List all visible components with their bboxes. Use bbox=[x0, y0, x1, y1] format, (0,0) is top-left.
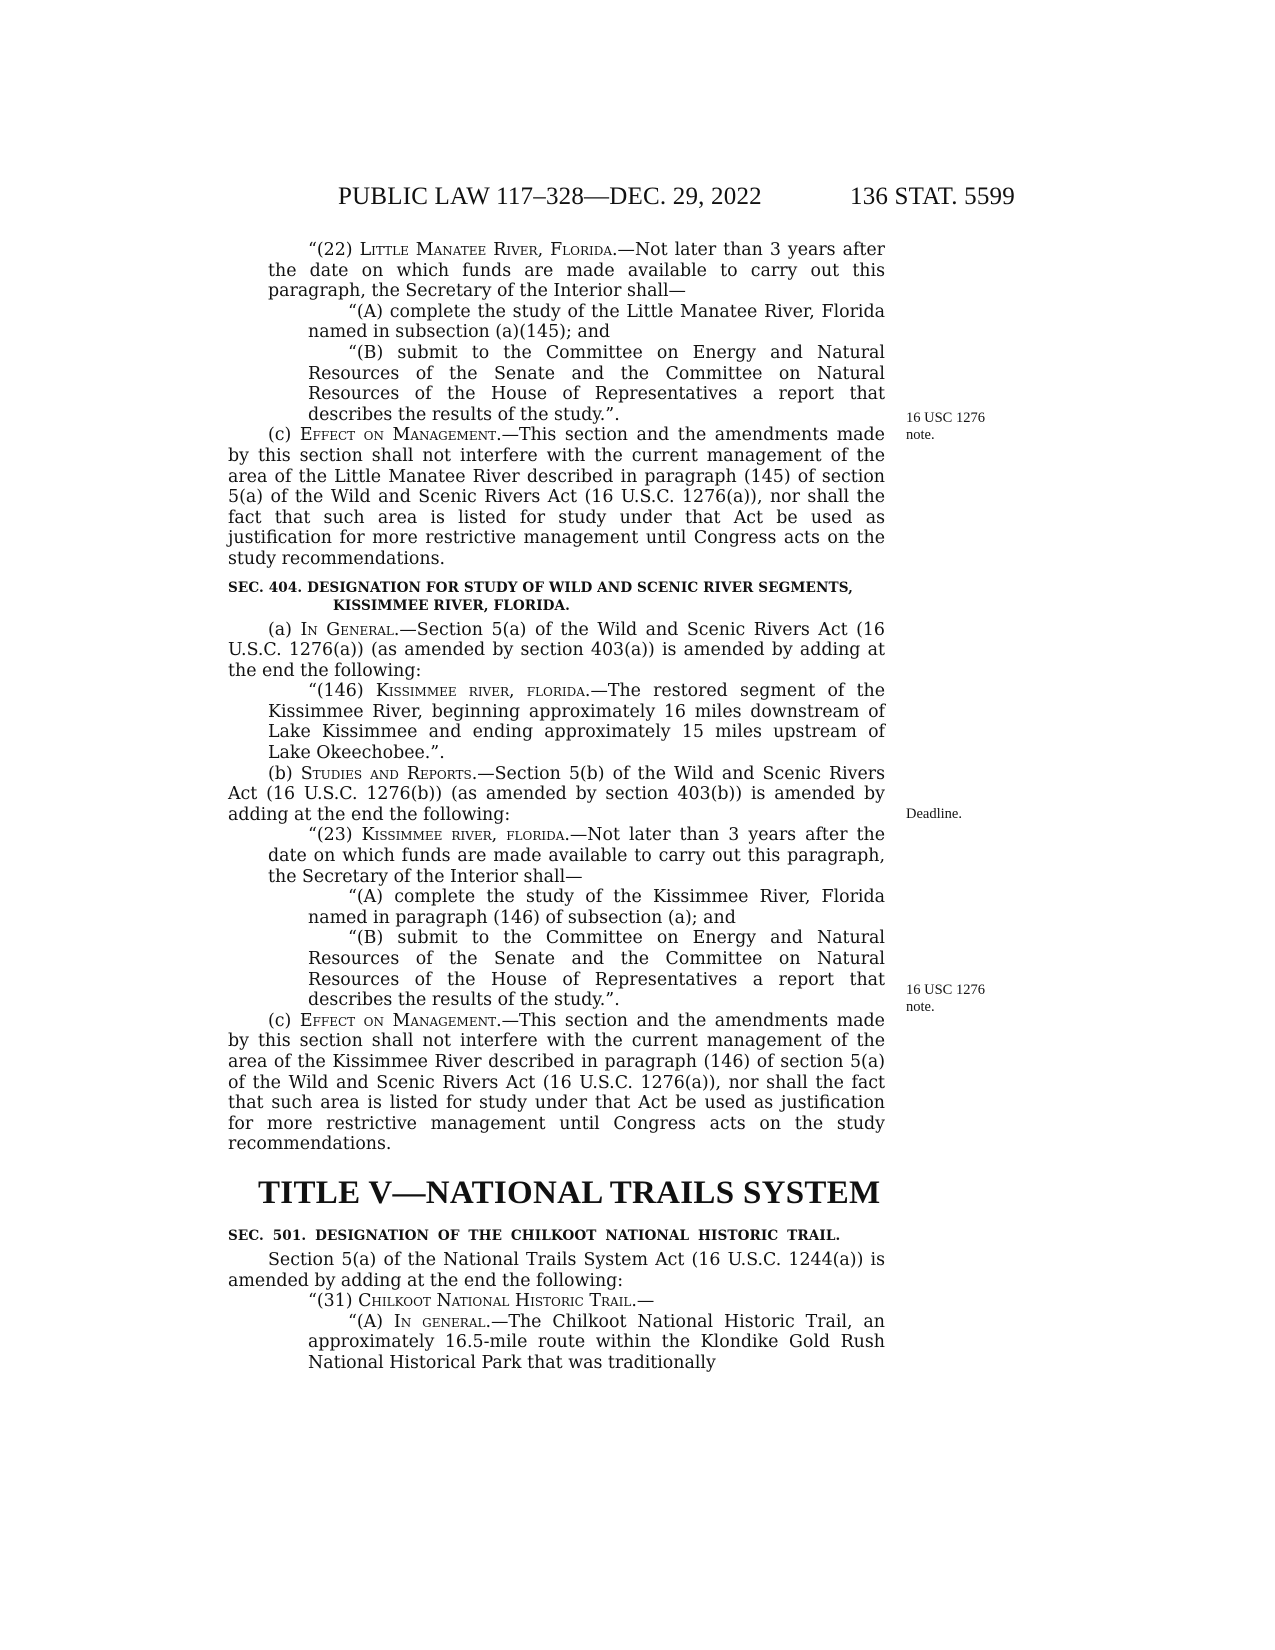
paragraph-22-b: “(B) submit to the Committee on Energy and Natural Resources of the Senate and the Committee on Natural Resources of the House of Representatives a report that describes the results of the study.”. bbox=[308, 342, 885, 425]
subsection-a-in-general: (a) In General.—Section 5(a) of the Wild and Scenic Rivers Act (16 U.S.C. 1276(a)) (as amended by section 403(a)) is amended by adding at the end the following: bbox=[228, 619, 885, 681]
margin-note-16-usc-1276: 16 USC 1276 note. bbox=[906, 410, 985, 443]
subsection-c-heading: Effect on Management bbox=[299, 425, 497, 446]
paragraph-31-a-heading: In general bbox=[393, 1311, 486, 1332]
document-body bbox=[228, 240, 885, 1374]
paragraph-22-a: “(A) complete the study of the Little Manatee River, Florida named in subsection (a)(145); and bbox=[308, 301, 885, 343]
paragraph-23-b: “(B) submit to the Committee on Energy and Natural Resources of the Senate and the Committee on Natural Resources of the House of Representatives a report that describes the results of the study.”. bbox=[308, 928, 885, 1011]
section-501-heading: SEC. 501. DESIGNATION OF THE CHILKOOT NATIONAL HISTORIC TRAIL. bbox=[228, 1227, 841, 1244]
paragraph-146-heading: Kissimmee river, florida bbox=[375, 681, 585, 702]
paragraph-22: “(22) Little Manatee River, Florida.—Not later than 3 years after the date on which funds are made available to carry out this paragraph, the Secretary of the Interior shall— bbox=[268, 240, 885, 302]
subsection-c-effect-on-management: (c) Effect on Management.—This section and the amendments made by this section shall not interfere with the current management of the area of the Little Manatee River described in paragraph (145) of section 5(a) of the Wild and Scenic Rivers Act (16 U.S.C. 1276(a)), nor shall the fact that such area is listed for study under that Act be used as justification for more restrictive management until Congress acts on the study recommendations. bbox=[228, 425, 885, 569]
paragraph-31: “(31) Chilkoot National Historic Trail.— bbox=[308, 1291, 655, 1312]
margin-note-deadline: Deadline. bbox=[906, 806, 962, 822]
margin-note-16-usc-1276-2: 16 USC 1276 note. bbox=[906, 982, 985, 1015]
section-501-text: Section 5(a) of the National Trails System Act (16 U.S.C. 1244(a)) is amended by adding at the end the following: bbox=[228, 1249, 885, 1291]
subsection-c2-heading: Effect on Management bbox=[299, 1010, 497, 1031]
running-header-law: PUBLIC LAW 117–328—DEC. 29, 2022 bbox=[338, 183, 762, 210]
paragraph-23-heading: Kissimmee river, florida bbox=[361, 825, 565, 846]
subsection-a-heading: In General bbox=[300, 619, 394, 640]
section-404-heading: SEC. 404. DESIGNATION FOR STUDY OF WILD AND SCENIC RIVER SEGMENTS, KISSIMMEE RIVER, FLORIDA. bbox=[228, 579, 853, 614]
paragraph-23-a: “(A) complete the study of the Kissimmee River, Florida named in paragraph (146) of subsection (a); and bbox=[308, 887, 885, 928]
subsection-b-studies-and-reports: (b) Studies and Reports.—Section 5(b) of the Wild and Scenic Rivers Act (16 U.S.C. 1276(b)) (as amended by section 403(b)) is amended by adding at the end the following: bbox=[228, 763, 886, 825]
subsection-b-heading: Studies and Reports bbox=[300, 763, 472, 784]
paragraph-31-heading: Chilkoot National Historic Trail bbox=[358, 1291, 632, 1312]
title-v-heading: TITLE V—NATIONAL TRAILS SYSTEM bbox=[258, 1174, 881, 1211]
paragraph-22-heading: Little Manatee River, Florida bbox=[359, 240, 613, 260]
running-header-stat: 136 STAT. 5599 bbox=[850, 183, 1015, 210]
paragraph-31-a: “(A) In general.—The Chilkoot National Historic Trail, an approximately 16.5-mile route within the Klondike Gold Rush National Historical Park that was traditionally bbox=[308, 1311, 885, 1373]
subsection-c-effect-on-management-2: (c) Effect on Management.—This section and the amendments made by this section shall not interfere with the current management of the area of the Kissimmee River described in paragraph (146) of section 5(a) of the Wild and Scenic Rivers Act (16 U.S.C. 1276(a)), nor shall the fact that such area is listed for study under that Act be used as justification for more restrictive management until Congress acts on the study recommendations. bbox=[228, 1010, 885, 1155]
paragraph-146: “(146) Kissimmee river, florida.—The restored segment of the Kissimmee River, beginning approximately 16 miles downstream of Lake Kissimmee and ending approximately 15 miles upstream of Lake Okeechobee.”. bbox=[268, 681, 886, 764]
paragraph-23: “(23) Kissimmee river, florida.—Not later than 3 years after the date on which funds are made available to carry out this paragraph, the Secretary of the Interior shall— bbox=[268, 825, 885, 887]
